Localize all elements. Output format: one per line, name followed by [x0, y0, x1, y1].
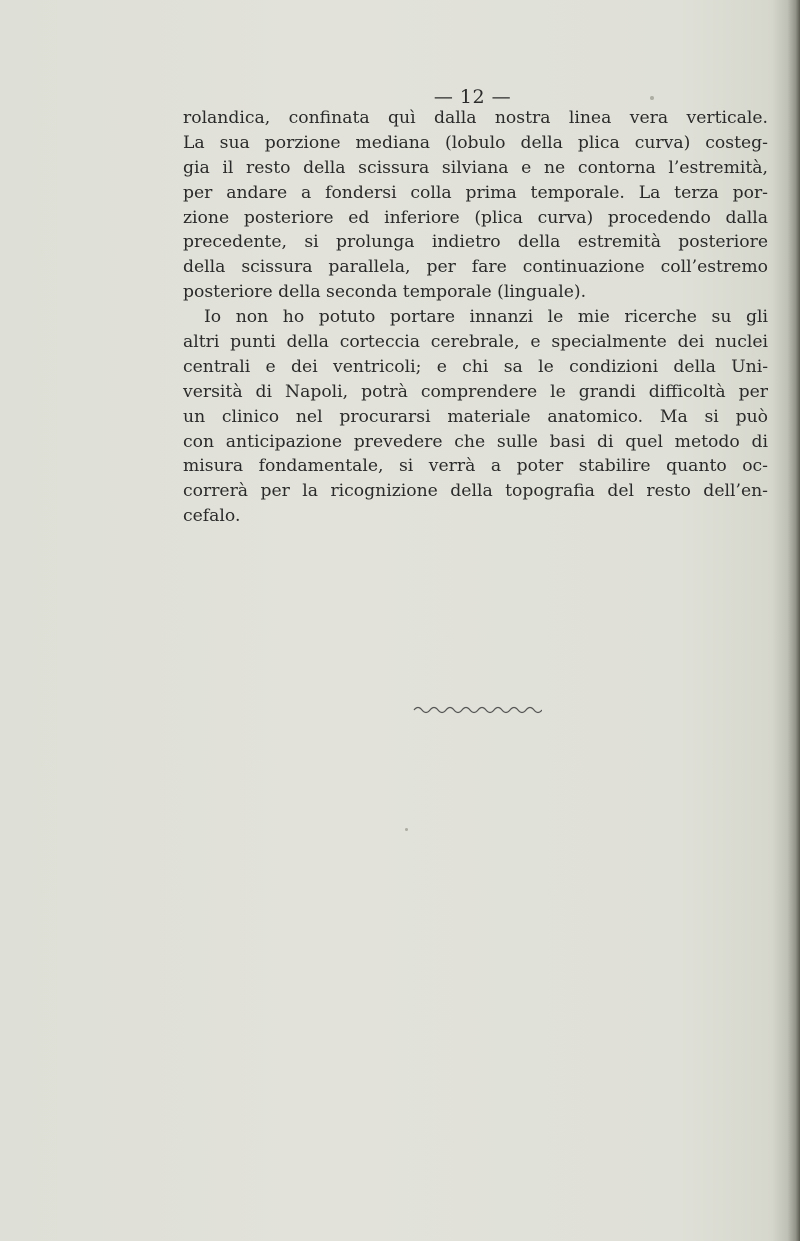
text-line: versità di Napoli, potrà comprendere le grandi difficoltà per — [183, 381, 768, 402]
text-line: Io non ho potuto portare innanzi le mie ricerche su gli — [204, 307, 768, 328]
paper-speck — [405, 828, 408, 831]
text-line: altri punti della corteccia cerebrale, e specialmente dei nuclei — [183, 332, 768, 353]
text-line: con anticipazione prevedere che sulle basi di quel metodo di — [183, 431, 768, 452]
wavy-rule — [414, 708, 542, 713]
text-line: della scissura parallela, per fare continuazione coll’estremo — [183, 257, 768, 278]
text-line: rolandica, confinata quì dalla nostra linea vera verticale. — [183, 108, 768, 128]
text-line: zione posteriore ed inferiore (plica curva) procedendo dalla — [183, 207, 768, 228]
text-line: La sua porzione mediana (lobulo della plica curva) costeg- — [183, 132, 768, 153]
text-line: correrà per la ricognizione della topografia del resto dell’en- — [183, 481, 768, 502]
text-line: centrali e dei ventricoli; e chi sa le condizioni della Uni- — [183, 356, 768, 377]
page-edge-shadow — [772, 0, 800, 1241]
end-ornament — [412, 700, 542, 720]
text-line: per andare a fondersi colla prima temporale. La terza por- — [183, 182, 768, 203]
text-line: un clinico nel procurarsi materiale anatomico. Ma si può — [183, 406, 768, 427]
text-line: misura fondamentale, si verrà a poter stabilire quanto oc- — [183, 456, 768, 477]
page-number: — 12 — — [433, 86, 512, 108]
text-line: gia il resto della scissura silviana e ne contorna l’estremità, — [183, 157, 768, 178]
text-line: cefalo. — [183, 506, 241, 527]
text-line: posteriore della seconda temporale (linguale). — [183, 282, 587, 303]
body-text — [183, 106, 768, 529]
text-line: precedente, si prolunga indietro della estremità posteriore — [183, 232, 768, 253]
